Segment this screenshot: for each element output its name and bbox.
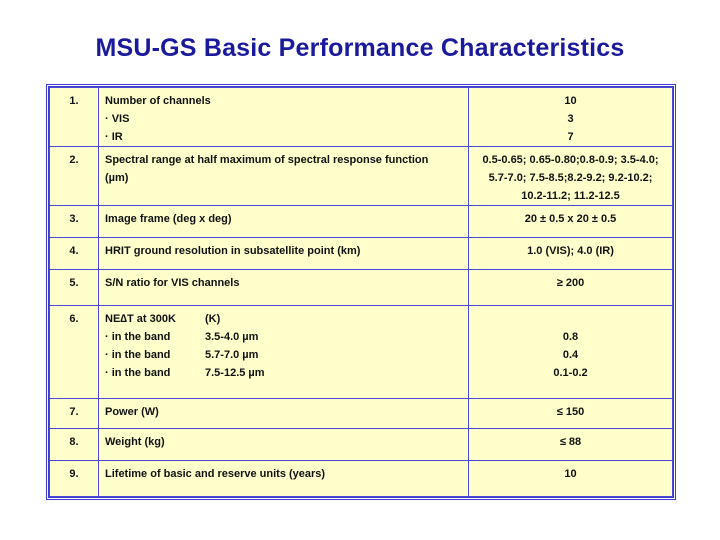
value-text: 0.1-0.2 (553, 367, 588, 379)
table-row (50, 206, 673, 238)
band-range: 5.7-7.0 µm (205, 349, 259, 361)
table-row (50, 270, 673, 306)
value-text: 1.0 (VIS); 4.0 (IR) (527, 245, 614, 257)
band-range: 7.5-12.5 µm (205, 367, 265, 379)
row-number: 8. (50, 429, 99, 461)
value-cell (469, 399, 673, 429)
parameter-text: HRIT ground resolution in subsatellite point (km) (105, 245, 361, 257)
value-text: 0.8 (562, 331, 579, 343)
parameter-cell (99, 461, 469, 497)
value-text: 5.7-7.0; 7.5-8.5;8.2-9.2; 9.2-10.2; (488, 172, 653, 184)
parameter-cell (99, 306, 469, 399)
parameter-cell (99, 429, 469, 461)
value-cell (469, 206, 673, 238)
characteristics-table-frame (46, 84, 676, 500)
parameter-text: Number of channels (105, 95, 211, 107)
value-text: ≥ 200 (556, 277, 585, 289)
band-label: · in the band (105, 349, 171, 361)
value-cell (469, 306, 673, 399)
value-cell (469, 429, 673, 461)
table-row (50, 399, 673, 429)
table-row (50, 238, 673, 270)
page-title: MSU-GS Basic Performance Characteristics (95, 34, 625, 62)
parameter-cell (99, 399, 469, 429)
row-number: 7. (50, 399, 99, 429)
parameter-text: (µm) (105, 172, 129, 184)
row-number: 2. (50, 147, 99, 206)
value-cell (469, 461, 673, 497)
parameter-text: S/N ratio for VIS channels (105, 277, 240, 289)
row-number: 4. (50, 238, 99, 270)
value-text: 10 (564, 468, 577, 480)
value-text: 10 (564, 95, 577, 107)
parameter-text: Spectral range at half maximum of spectral response function (105, 154, 429, 166)
parameter-cell (99, 206, 469, 238)
table-row (50, 461, 673, 497)
value-cell (469, 88, 673, 147)
parameter-text: · VIS (105, 113, 130, 125)
row-number: 3. (50, 206, 99, 238)
row-number: 6. (50, 306, 99, 399)
parameter-cell (99, 147, 469, 206)
parameter-cell (99, 238, 469, 270)
value-text: 10.2-11.2; 11.2-12.5 (521, 190, 620, 202)
value-text: 0.5-0.65; 0.65-0.80;0.8-0.9; 3.5-4.0; (482, 154, 659, 166)
table-row (50, 88, 673, 147)
value-cell (469, 238, 673, 270)
value-text: ≤ 150 (556, 406, 585, 418)
row-number: 5. (50, 270, 99, 306)
nedt-grid (105, 310, 462, 382)
parameter-cell (99, 270, 469, 306)
value-text: 3 (567, 113, 574, 125)
characteristics-table (49, 87, 673, 497)
value-text: 7 (567, 131, 574, 143)
value-text: 0.4 (562, 349, 579, 361)
parameter-cell (99, 88, 469, 147)
value-text: ≤ 88 (559, 436, 582, 448)
value-cell (469, 147, 673, 206)
parameter-text: Image frame (deg x deg) (105, 213, 232, 225)
row-number: 1. (50, 88, 99, 147)
parameter-text: · IR (105, 131, 123, 143)
table-row (50, 429, 673, 461)
row-number: 9. (50, 461, 99, 497)
value-cell (469, 270, 673, 306)
table-row (50, 147, 673, 206)
value-text: 20 ± 0.5 x 20 ± 0.5 (524, 213, 617, 225)
parameter-unit: (K) (205, 313, 221, 325)
band-range: 3.5-4.0 µm (205, 331, 259, 343)
parameter-text: Power (W) (105, 406, 159, 418)
table-row (50, 306, 673, 399)
band-label: · in the band (105, 331, 171, 343)
band-label: · in the band (105, 367, 171, 379)
parameter-text: Lifetime of basic and reserve units (years) (105, 468, 326, 480)
parameter-text: Weight (kg) (105, 436, 165, 448)
parameter-text: NE∆T at 300K (105, 313, 176, 325)
